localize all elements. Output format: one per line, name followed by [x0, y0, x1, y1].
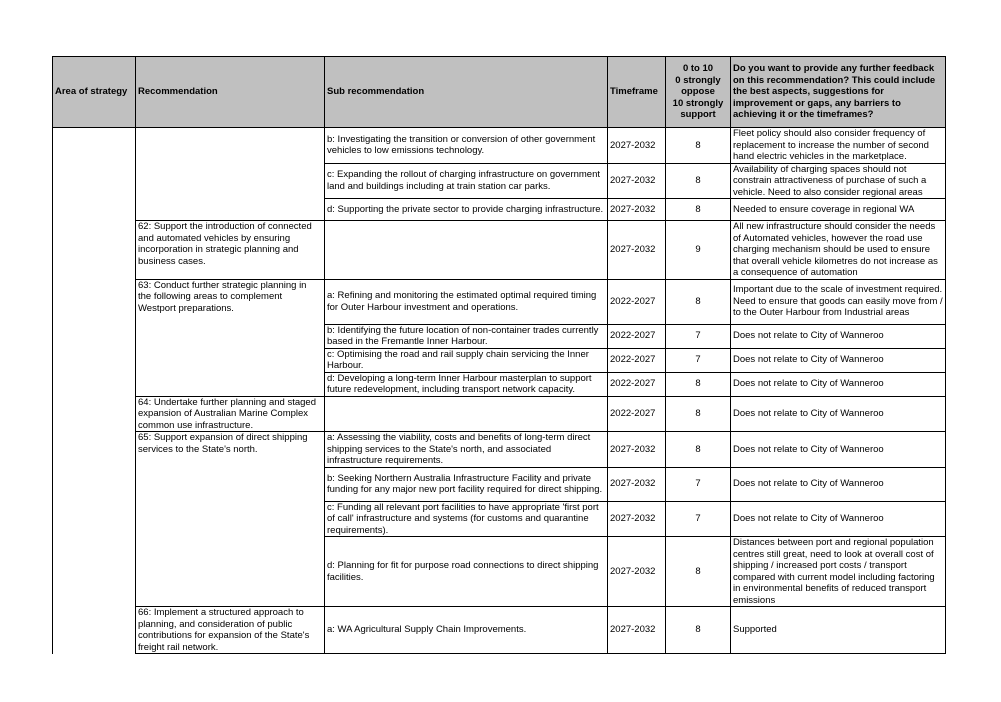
- score-cell: 7: [666, 348, 731, 372]
- table-row: [53, 128, 946, 164]
- sub-recommendation-cell: b: Seeking Northern Australia Infrastructure Facility and private funding for any major new port facility required for direct shipping.: [325, 467, 608, 501]
- timeframe-cell: 2027-2032: [608, 537, 666, 607]
- sub-recommendation-cell: [325, 221, 608, 280]
- header-timeframe: Timeframe: [608, 57, 666, 128]
- feedback-cell: Does not relate to City of Wanneroo: [731, 501, 946, 537]
- recommendation-cell: 63: Conduct further strategic planning in the following areas to complement Westport preparations.: [136, 279, 325, 396]
- score-cell: 8: [666, 279, 731, 324]
- score-cell: 7: [666, 467, 731, 501]
- score-cell: 8: [666, 199, 731, 221]
- header-area: Area of strategy: [53, 57, 136, 128]
- sub-recommendation-cell: c: Expanding the rollout of charging infrastructure on government land and buildings including at train station car parks.: [325, 163, 608, 199]
- sub-recommendation-cell: b: Identifying the future location of non-container trades currently based in the Fremantle Inner Harbour.: [325, 324, 608, 348]
- score-cell: 7: [666, 324, 731, 348]
- header-sub-recommendation: Sub recommendation: [325, 57, 608, 128]
- timeframe-cell: 2022-2027: [608, 372, 666, 396]
- recommendation-cell: 62: Support the introduction of connected and automated vehicles by ensuring incorporation in strategic planning and business cases.: [136, 221, 325, 280]
- timeframe-cell: 2027-2032: [608, 467, 666, 501]
- table-row: [53, 279, 946, 324]
- timeframe-cell: 2027-2032: [608, 199, 666, 221]
- sub-recommendation-cell: d: Developing a long-term Inner Harbour masterplan to support future redevelopment, including transport network capacity.: [325, 372, 608, 396]
- timeframe-cell: 2022-2027: [608, 279, 666, 324]
- sub-recommendation-cell: c: Optimising the road and rail supply chain servicing the Inner Harbour.: [325, 348, 608, 372]
- recommendation-cell: 64: Undertake further planning and staged expansion of Australian Marine Complex common use infrastructure.: [136, 396, 325, 432]
- feedback-cell: All new infrastructure should consider the needs of Automated vehicles, however the road use charging mechanism should be used to ensure that overall vehicle kilometres do not increase as a consequence of automation: [731, 221, 946, 280]
- score-cell: 8: [666, 163, 731, 199]
- timeframe-cell: 2022-2027: [608, 396, 666, 432]
- feedback-cell: Availability of charging spaces should not constrain attractiveness of purchase of such a vehicle. Need to also consider regional areas: [731, 163, 946, 199]
- feedback-cell: Distances between port and regional population centres still great, need to look at overall cost of shipping / increased port costs / transport compared with current model including factoring in environmental benefits of reduced transport emissions: [731, 537, 946, 607]
- feedback-cell: Supported: [731, 607, 946, 654]
- timeframe-cell: 2027-2032: [608, 128, 666, 164]
- header-recommendation: Recommendation: [136, 57, 325, 128]
- score-cell: 8: [666, 128, 731, 164]
- score-cell: 8: [666, 432, 731, 468]
- score-cell: 9: [666, 221, 731, 280]
- header-feedback: Do you want to provide any further feedback on this recommendation? This could include the best aspects, suggestions for improvement or gaps, any barriers to achieving it or the timeframes?: [731, 57, 946, 128]
- strategy-feedback-table: [52, 56, 946, 654]
- score-cell: 7: [666, 501, 731, 537]
- header-row: [53, 57, 946, 128]
- recommendation-cell: [136, 128, 325, 221]
- sub-recommendation-cell: a: WA Agricultural Supply Chain Improvements.: [325, 607, 608, 654]
- timeframe-cell: 2027-2032: [608, 501, 666, 537]
- table-row: [53, 221, 946, 280]
- feedback-cell: Important due to the scale of investment required. Need to ensure that goods can easily move from / to the Outer Harbour from Industrial areas: [731, 279, 946, 324]
- header-score-line: 10 strongly: [672, 97, 724, 109]
- header-score-line: support: [680, 109, 716, 121]
- header-score-line: 0 strongly: [675, 74, 721, 86]
- feedback-cell: Does not relate to City of Wanneroo: [731, 324, 946, 348]
- feedback-cell: Does not relate to City of Wanneroo: [731, 348, 946, 372]
- feedback-cell: Does not relate to City of Wanneroo: [731, 372, 946, 396]
- timeframe-cell: 2022-2027: [608, 348, 666, 372]
- table-row: [53, 607, 946, 654]
- score-cell: 8: [666, 372, 731, 396]
- table-row: [53, 432, 946, 468]
- header-score-line: 0 to 10: [682, 63, 714, 75]
- sub-recommendation-cell: c: Funding all relevant port facilities to have appropriate 'first port of call' infrastructure and systems (for customs and quarantine requirements).: [325, 501, 608, 537]
- header-score-line: oppose: [681, 86, 715, 98]
- sub-recommendation-cell: a: Assessing the viability, costs and benefits of long-term direct shipping services to the State's north, and associated infrastructure requirements.: [325, 432, 608, 468]
- feedback-cell: Fleet policy should also consider frequency of replacement to increase the number of second hand electric vehicles in the marketplace.: [731, 128, 946, 164]
- sub-recommendation-cell: d: Supporting the private sector to provide charging infrastructure.: [325, 199, 608, 221]
- sub-recommendation-cell: b: Investigating the transition or conversion of other government vehicles to low emissions technology.: [325, 128, 608, 164]
- table-row: [53, 396, 946, 432]
- timeframe-cell: 2027-2032: [608, 432, 666, 468]
- area-cell: [53, 128, 136, 654]
- sub-recommendation-cell: [325, 396, 608, 432]
- feedback-cell: Does not relate to City of Wanneroo: [731, 432, 946, 468]
- score-cell: 8: [666, 607, 731, 654]
- header-score: [666, 57, 731, 128]
- recommendation-cell: 66: Implement a structured approach to planning, and consideration of public contributions for expansion of the State's freight rail network.: [136, 607, 325, 654]
- feedback-cell: Needed to ensure coverage in regional WA: [731, 199, 946, 221]
- recommendation-cell: 65: Support expansion of direct shipping services to the State's north.: [136, 432, 325, 607]
- timeframe-cell: 2027-2032: [608, 221, 666, 280]
- feedback-cell: Does not relate to City of Wanneroo: [731, 467, 946, 501]
- sub-recommendation-cell: a: Refining and monitoring the estimated optimal required timing for Outer Harbour investment and operations.: [325, 279, 608, 324]
- feedback-cell: Does not relate to City of Wanneroo: [731, 396, 946, 432]
- sub-recommendation-cell: d: Planning for fit for purpose road connections to direct shipping facilities.: [325, 537, 608, 607]
- timeframe-cell: 2027-2032: [608, 607, 666, 654]
- score-cell: 8: [666, 396, 731, 432]
- score-cell: 8: [666, 537, 731, 607]
- timeframe-cell: 2027-2032: [608, 163, 666, 199]
- timeframe-cell: 2022-2027: [608, 324, 666, 348]
